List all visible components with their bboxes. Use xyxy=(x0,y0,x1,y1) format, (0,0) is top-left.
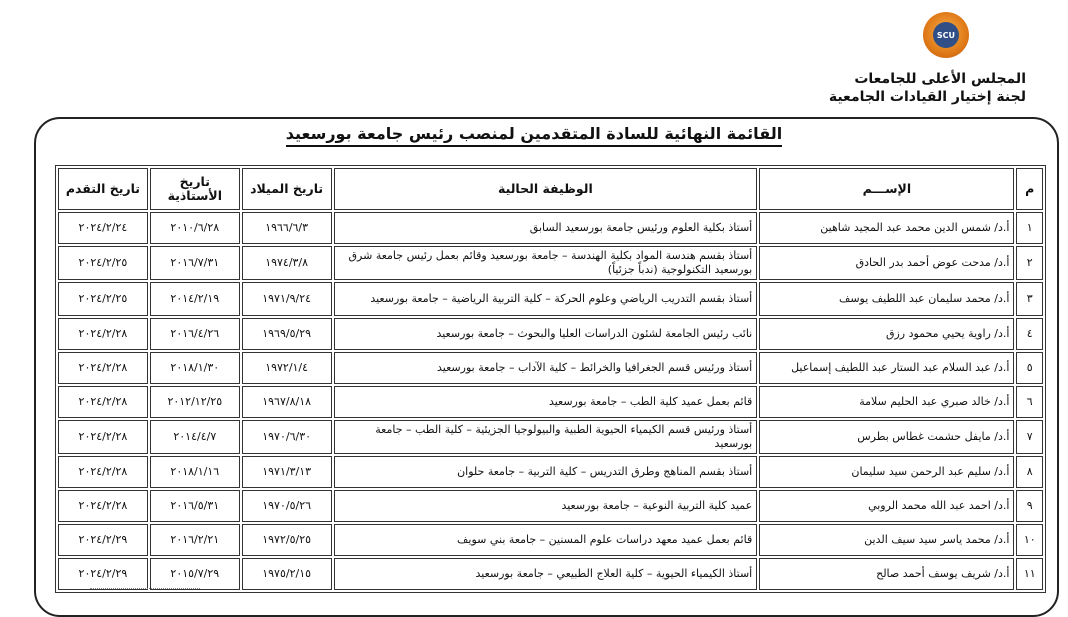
cell-job: نائب رئيس الجامعة لشئون الدراسات العليا والبحوث – جامعة بورسعيد xyxy=(334,318,758,350)
header-name: الإســـم xyxy=(759,168,1014,210)
cell-applied: ٢٠٢٤/٢/٢٥ xyxy=(58,282,148,316)
page-title-text: القائمة النهائية للسادة المتقدمين لمنصب رئيس جامعة بورسعيد xyxy=(286,124,782,147)
cell-professorship: ٢٠١٦/٥/٣١ xyxy=(150,490,240,522)
council-logo-text: SCU xyxy=(933,22,959,48)
header-applied: تاريخ التقدم xyxy=(58,168,148,210)
cell-birth: ١٩٦٦/٦/٣ xyxy=(242,212,332,244)
cell-job: أستاذ بقسم هندسة المواد بكلية الهندسة – جامعة بورسعيد وقائم بعمل رئيس جامعة شرق بورسعيد التكنولوجية (ندباً جزئياً) xyxy=(334,246,758,280)
page-title xyxy=(0,124,1068,143)
cell-name: أ.د/ شمس الدين محمد عبد المجيد شاهين xyxy=(759,212,1014,244)
cell-num: ٣ xyxy=(1016,282,1043,316)
cell-birth: ١٩٧٥/٢/١٥ xyxy=(242,558,332,590)
cell-birth: ١٩٧٢/١/٤ xyxy=(242,352,332,384)
cell-name: أ.د/ خالد صبري عبد الحليم سلامة xyxy=(759,386,1014,418)
header-num: م xyxy=(1016,168,1043,210)
cell-num: ٨ xyxy=(1016,456,1043,488)
cell-num: ١١ xyxy=(1016,558,1043,590)
cell-professorship: ٢٠١٦/٧/٣١ xyxy=(150,246,240,280)
org-line-1: المجلس الأعلى للجامعات xyxy=(854,71,1026,87)
header-job: الوظيفة الحالية xyxy=(334,168,758,210)
org-line-2: لجنة إختيار القيادات الجامعية xyxy=(828,89,1026,105)
cell-applied: ٢٠٢٤/٢/٢٨ xyxy=(58,456,148,488)
council-logo xyxy=(923,12,969,58)
cell-professorship: ٢٠١٨/١/١٦ xyxy=(150,456,240,488)
table-row xyxy=(58,558,1043,590)
table-row xyxy=(58,352,1043,384)
cell-num: ١ xyxy=(1016,212,1043,244)
cell-birth: ١٩٧٠/٦/٣٠ xyxy=(242,420,332,454)
cell-num: ٧ xyxy=(1016,420,1043,454)
cell-name: أ.د/ مدحت عوض أحمد بدر الحادق xyxy=(759,246,1014,280)
cell-birth: ١٩٧٢/٥/٢٥ xyxy=(242,524,332,556)
cell-applied: ٢٠٢٤/٢/٢٤ xyxy=(58,212,148,244)
header-professorship: تاريخ الأستاذية xyxy=(150,168,240,210)
table-row xyxy=(58,282,1043,316)
cell-job: أستاذ بكلية العلوم ورئيس جامعة بورسعيد السابق xyxy=(334,212,758,244)
cell-applied: ٢٠٢٤/٢/٢٨ xyxy=(58,420,148,454)
cell-job: قائم بعمل عميد كلية الطب – جامعة بورسعيد xyxy=(334,386,758,418)
table-row xyxy=(58,386,1043,418)
cell-name: أ.د/ احمد عبد الله محمد الروبي xyxy=(759,490,1014,522)
cell-professorship: ٢٠١٢/١٢/٢٥ xyxy=(150,386,240,418)
cell-num: ٥ xyxy=(1016,352,1043,384)
cell-name: أ.د/ عبد السلام عبد الستار عبد اللطيف إسماعيل xyxy=(759,352,1014,384)
header-birth: تاريخ الميلاد xyxy=(242,168,332,210)
cell-birth: ١٩٧١/٩/٢٤ xyxy=(242,282,332,316)
table-header-row xyxy=(58,168,1043,210)
cell-applied: ٢٠٢٤/٢/٢٩ xyxy=(58,558,148,590)
cell-job: أستاذ بقسم التدريب الرياضي وعلوم الحركة – كلية التربية الرياضية – جامعة بورسعيد xyxy=(334,282,758,316)
table-row xyxy=(58,524,1043,556)
cell-name: أ.د/ سليم عبد الرحمن سيد سليمان xyxy=(759,456,1014,488)
cell-num: ١٠ xyxy=(1016,524,1043,556)
cell-applied: ٢٠٢٤/٢/٢٥ xyxy=(58,246,148,280)
cell-birth: ١٩٧٠/٥/٢٦ xyxy=(242,490,332,522)
cell-job: أستاذ بقسم المناهج وطرق التدريس – كلية التربية – جامعة حلوان xyxy=(334,456,758,488)
cell-applied: ٢٠٢٤/٢/٢٩ xyxy=(58,524,148,556)
cell-professorship: ٢٠١٥/٧/٢٩ xyxy=(150,558,240,590)
candidates-table xyxy=(55,165,1046,593)
cell-job: عميد كلية التربية النوعية – جامعة بورسعيد xyxy=(334,490,758,522)
cell-applied: ٢٠٢٤/٢/٢٨ xyxy=(58,490,148,522)
table-row xyxy=(58,456,1043,488)
cell-applied: ٢٠٢٤/٢/٢٨ xyxy=(58,386,148,418)
cell-applied: ٢٠٢٤/٢/٢٨ xyxy=(58,352,148,384)
cell-num: ٤ xyxy=(1016,318,1043,350)
cell-job: أستاذ ورئيس قسم الجغرافيا والخرائط – كلية الآداب – جامعة بورسعيد xyxy=(334,352,758,384)
table-row xyxy=(58,318,1043,350)
table-row xyxy=(58,246,1043,280)
cell-professorship: ٢٠١٦/٢/٢١ xyxy=(150,524,240,556)
cell-name: أ.د/ محمد ياسر سيد سيف الدين xyxy=(759,524,1014,556)
org-header xyxy=(829,70,1026,106)
cell-birth: ١٩٦٩/٥/٢٩ xyxy=(242,318,332,350)
table-row xyxy=(58,420,1043,454)
cell-applied: ٢٠٢٤/٢/٢٨ xyxy=(58,318,148,350)
cell-job: قائم بعمل عميد معهد دراسات علوم المسنين – جامعة بني سويف xyxy=(334,524,758,556)
cell-job: أستاذ ورئيس قسم الكيمياء الحيوية الطبية والبيولوجيا الجزيئية – كلية الطب – جامعة بورسعيد xyxy=(334,420,758,454)
cell-professorship: ٢٠١٠/٦/٢٨ xyxy=(150,212,240,244)
cell-professorship: ٢٠١٦/٤/٢٦ xyxy=(150,318,240,350)
cell-num: ٩ xyxy=(1016,490,1043,522)
cell-num: ٦ xyxy=(1016,386,1043,418)
table-row xyxy=(58,212,1043,244)
cell-name: أ.د/ محمد سليمان عبد اللطيف يوسف xyxy=(759,282,1014,316)
cell-name: أ.د/ مايفل حشمت غطاس بطرس xyxy=(759,420,1014,454)
cell-birth: ١٩٧٤/٣/٨ xyxy=(242,246,332,280)
table-row xyxy=(58,490,1043,522)
cell-professorship: ٢٠١٤/٢/١٩ xyxy=(150,282,240,316)
cell-professorship: ٢٠١٨/١/٣٠ xyxy=(150,352,240,384)
cell-birth: ١٩٦٧/٨/١٨ xyxy=(242,386,332,418)
cell-birth: ١٩٧١/٣/١٣ xyxy=(242,456,332,488)
cell-job: أستاذ الكيمياء الحيوية – كلية العلاج الطبيعي – جامعة بورسعيد xyxy=(334,558,758,590)
footer-cutoff-line xyxy=(90,588,200,593)
cell-num: ٢ xyxy=(1016,246,1043,280)
cell-name: أ.د/ راوية يحيي محمود رزق xyxy=(759,318,1014,350)
cell-name: أ.د/ شريف يوسف أحمد صالح xyxy=(759,558,1014,590)
cell-professorship: ٢٠١٤/٤/٧ xyxy=(150,420,240,454)
